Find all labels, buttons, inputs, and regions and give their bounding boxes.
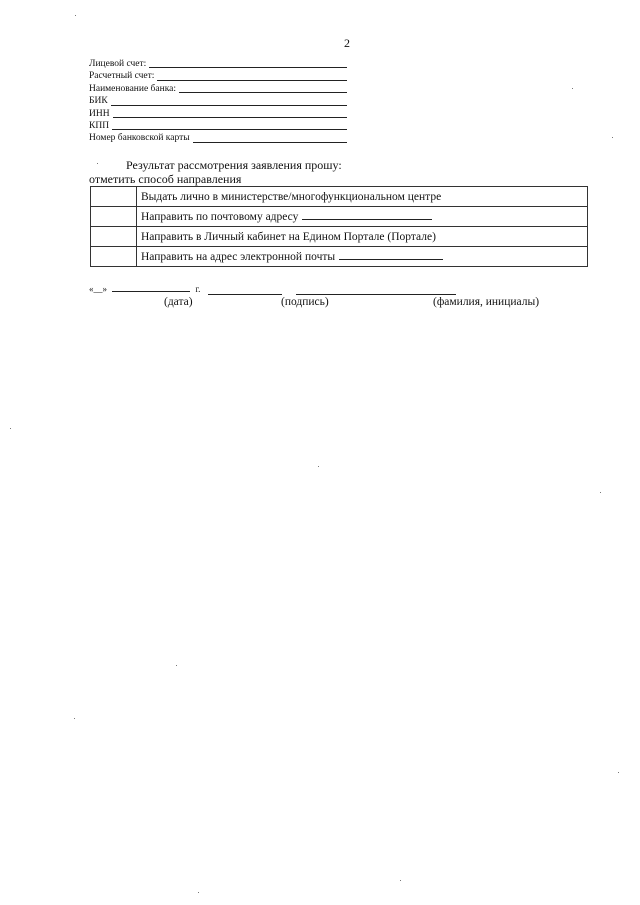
field-label: Расчетный счет: [89,71,155,82]
option-checkbox-cell[interactable] [91,227,137,247]
field-kpp [89,120,347,132]
field-blank-line[interactable] [193,142,347,143]
scan-speck [74,718,75,719]
field-label: Номер банковской карты [89,133,190,144]
field-blank-line[interactable] [112,129,347,130]
date-month-blank[interactable] [112,283,190,292]
field-label: КПП [89,120,110,131]
option-label-cell [137,207,588,227]
option-row [91,187,588,207]
field-inn [89,108,347,120]
field-card-number [89,132,347,144]
option-row [91,227,588,247]
scan-speck [400,880,401,881]
request-intro-text: Результат рассмотрения заявления прошу: [126,158,342,172]
option-row [91,247,588,267]
name-blank[interactable] [296,294,456,295]
option-checkbox-cell[interactable] [91,247,137,267]
scan-speck [176,665,177,666]
delivery-options-table [90,186,588,267]
scan-speck [572,88,573,89]
field-label: ИНН [89,108,110,119]
signature-blank[interactable] [208,294,282,295]
option-row [91,207,588,227]
field-blank-line[interactable] [179,92,347,93]
field-personal-account [89,58,347,70]
option-label: Направить по почтовому адресу [141,211,299,223]
email-blank[interactable] [339,250,443,260]
postal-address-blank[interactable] [302,210,432,220]
option-checkbox-cell[interactable] [91,187,137,207]
name-caption: (фамилия, инициалы) [433,296,540,308]
option-label: Выдать лично в министерстве/многофункциональном центре [141,190,442,203]
scan-speck [612,137,613,138]
field-bik [89,95,347,107]
date-day-prefix: «__» [89,284,107,294]
field-bank-name [89,83,347,95]
scan-speck [75,15,76,16]
option-label: Направить в Личный кабинет на Едином Портале (Портале) [141,230,436,243]
option-label-cell [137,187,588,207]
scan-speck [97,163,98,164]
scan-speck [10,428,11,429]
option-checkbox-cell[interactable] [91,207,137,227]
field-blank-line[interactable] [111,105,347,106]
scan-speck [618,772,619,773]
scan-speck [198,892,199,893]
request-sub-text: отметить способ направления [89,172,242,186]
date-year-suffix: г. [195,284,201,294]
bank-details-block [89,58,347,145]
field-blank-line[interactable] [113,117,347,118]
signature-caption: (подпись) [281,296,329,308]
field-label: Наименование банка: [89,83,177,94]
field-settlement-account [89,70,347,82]
date-line [89,283,200,294]
field-label: БИК [89,96,108,107]
field-label: Лицевой счет: [89,58,147,69]
option-label-cell [137,247,588,267]
scan-speck [600,492,601,493]
date-caption: (дата) [164,296,193,308]
option-label: Направить на адрес электронной почты [141,251,336,263]
field-blank-line[interactable] [157,80,347,81]
field-blank-line[interactable] [149,67,347,68]
page-number: 2 [344,36,350,50]
scan-speck [318,466,319,467]
option-label-cell [137,227,588,247]
